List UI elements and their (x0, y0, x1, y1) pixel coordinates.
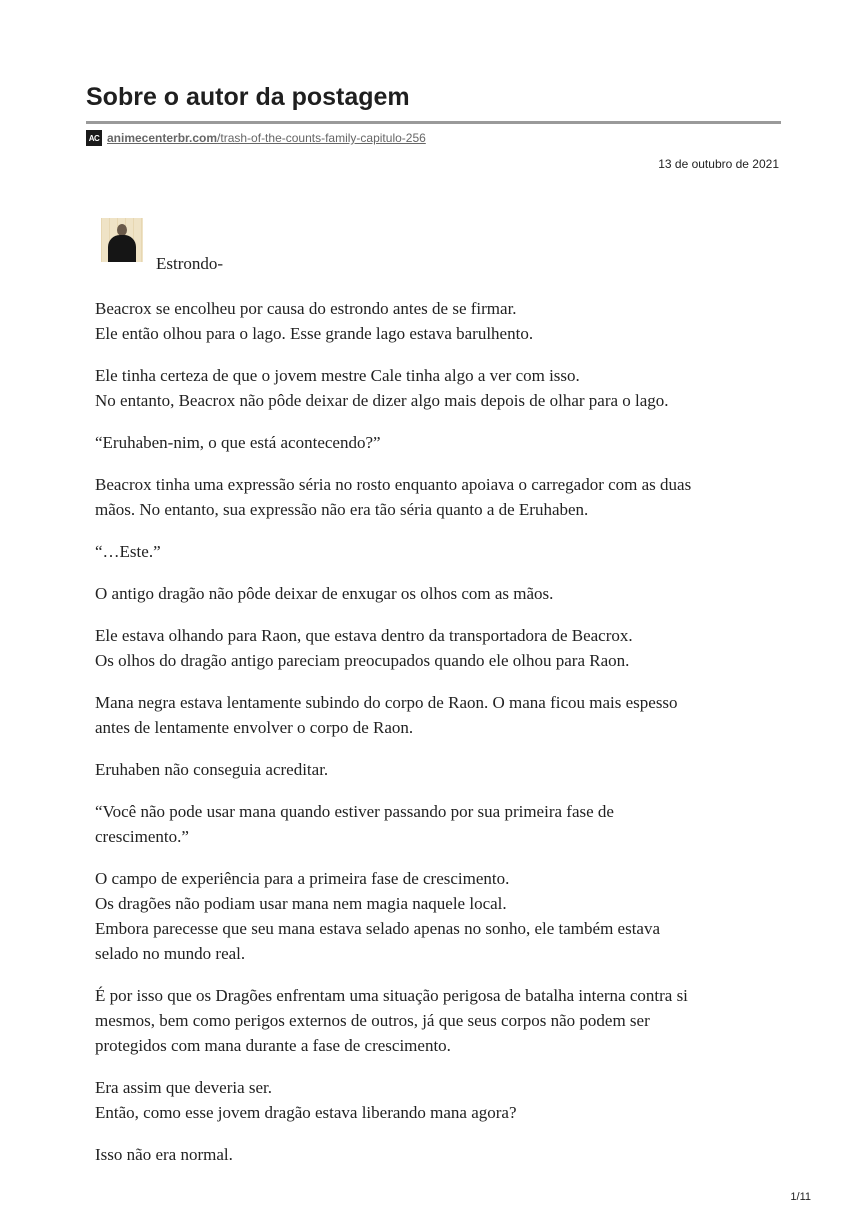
article-paragraph (95, 983, 785, 1058)
article-paragraph (95, 581, 785, 606)
paragraph-line: Os dragões não podiam usar mana nem magia naquele local. (95, 894, 507, 913)
article-paragraph (95, 866, 785, 966)
paragraph-line: Mana negra estava lentamente subindo do corpo de Raon. O mana ficou mais espesso (95, 693, 678, 712)
paragraph-line: Isso não era normal. (95, 1145, 233, 1164)
author-avatar-icon (101, 218, 143, 262)
paragraph-line: Beacrox tinha uma expressão séria no rosto enquanto apoiava o carregador com as duas (95, 475, 692, 494)
article-paragraph (95, 430, 785, 455)
paragraph-line: Beacrox se encolheu por causa do estrondo antes de se firmar. (95, 299, 517, 318)
paragraph-line: “Você não pode usar mana quando estiver passando por sua primeira fase de (95, 802, 614, 821)
paragraph-line: Ele estava olhando para Raon, que estava dentro da transportadora de Beacrox. (95, 626, 633, 645)
article-paragraph (95, 363, 785, 413)
article-paragraph (95, 472, 785, 522)
post-date: 13 de outubro de 2021 (658, 157, 779, 171)
site-logo-icon: AC (86, 130, 102, 146)
paragraph-line: O antigo dragão não pôde deixar de enxugar os olhos com as mãos. (95, 584, 554, 603)
article-paragraph (95, 539, 785, 564)
paragraph-line: “…Este.” (95, 542, 161, 561)
paragraph-line: Eruhaben não conseguia acreditar. (95, 760, 329, 779)
paragraph-line: crescimento.” (95, 827, 189, 846)
paragraph-line: Então, como esse jovem dragão estava liberando mana agora? (95, 1103, 517, 1122)
paragraph-line: Os olhos do dragão antigo pareciam preocupados quando ele olhou para Raon. (95, 651, 630, 670)
article-paragraph (95, 296, 785, 346)
article-paragraph (95, 757, 785, 782)
paragraph-line: No entanto, Beacrox não pôde deixar de dizer algo mais depois de olhar para o lago. (95, 391, 669, 410)
paragraph-line: selado no mundo real. (95, 944, 246, 963)
paragraph-line: Ele tinha certeza de que o jovem mestre Cale tinha algo a ver com isso. (95, 366, 580, 385)
source-path-link[interactable]: /trash-of-the-counts-family-capitulo-256 (217, 131, 426, 145)
paragraph-line: Embora parecesse que seu mana estava selado apenas no sonho, ele também estava (95, 919, 661, 938)
article-paragraph (95, 1142, 785, 1167)
article-paragraph (95, 1075, 785, 1125)
avatar-body (108, 235, 136, 262)
title-divider (86, 121, 781, 124)
source-link[interactable] (86, 129, 426, 147)
article-paragraph (95, 623, 785, 673)
page-title: Sobre o autor da postagem (86, 83, 410, 111)
paragraph-line: É por isso que os Dragões enfrentam uma situação perigosa de batalha interna contra si (95, 986, 688, 1005)
source-domain-link[interactable]: animecenterbr.com (107, 131, 218, 145)
paragraph-line: antes de lentamente envolver o corpo de Raon. (95, 718, 414, 737)
paragraph-line: Era assim que deveria ser. (95, 1078, 273, 1097)
page-number: 1/11 (790, 1191, 811, 1203)
paragraph-line: mãos. No entanto, sua expressão não era tão séria quanto a de Eruhaben. (95, 500, 589, 519)
paragraph-line: O campo de experiência para a primeira fase de crescimento. (95, 869, 510, 888)
paragraph-line: Ele então olhou para o lago. Esse grande lago estava barulhento. (95, 324, 534, 343)
paragraph-line: “Eruhaben-nim, o que está acontecendo?” (95, 433, 381, 452)
article-paragraph (95, 690, 785, 740)
avatar-caption: Estrondo- (156, 254, 224, 273)
paragraph-line: protegidos com mana durante a fase de crescimento. (95, 1036, 451, 1055)
article-paragraph (95, 799, 785, 849)
article-body (95, 296, 785, 1184)
paragraph-line: mesmos, bem como perigos externos de outros, já que seus corpos não podem ser (95, 1011, 650, 1030)
